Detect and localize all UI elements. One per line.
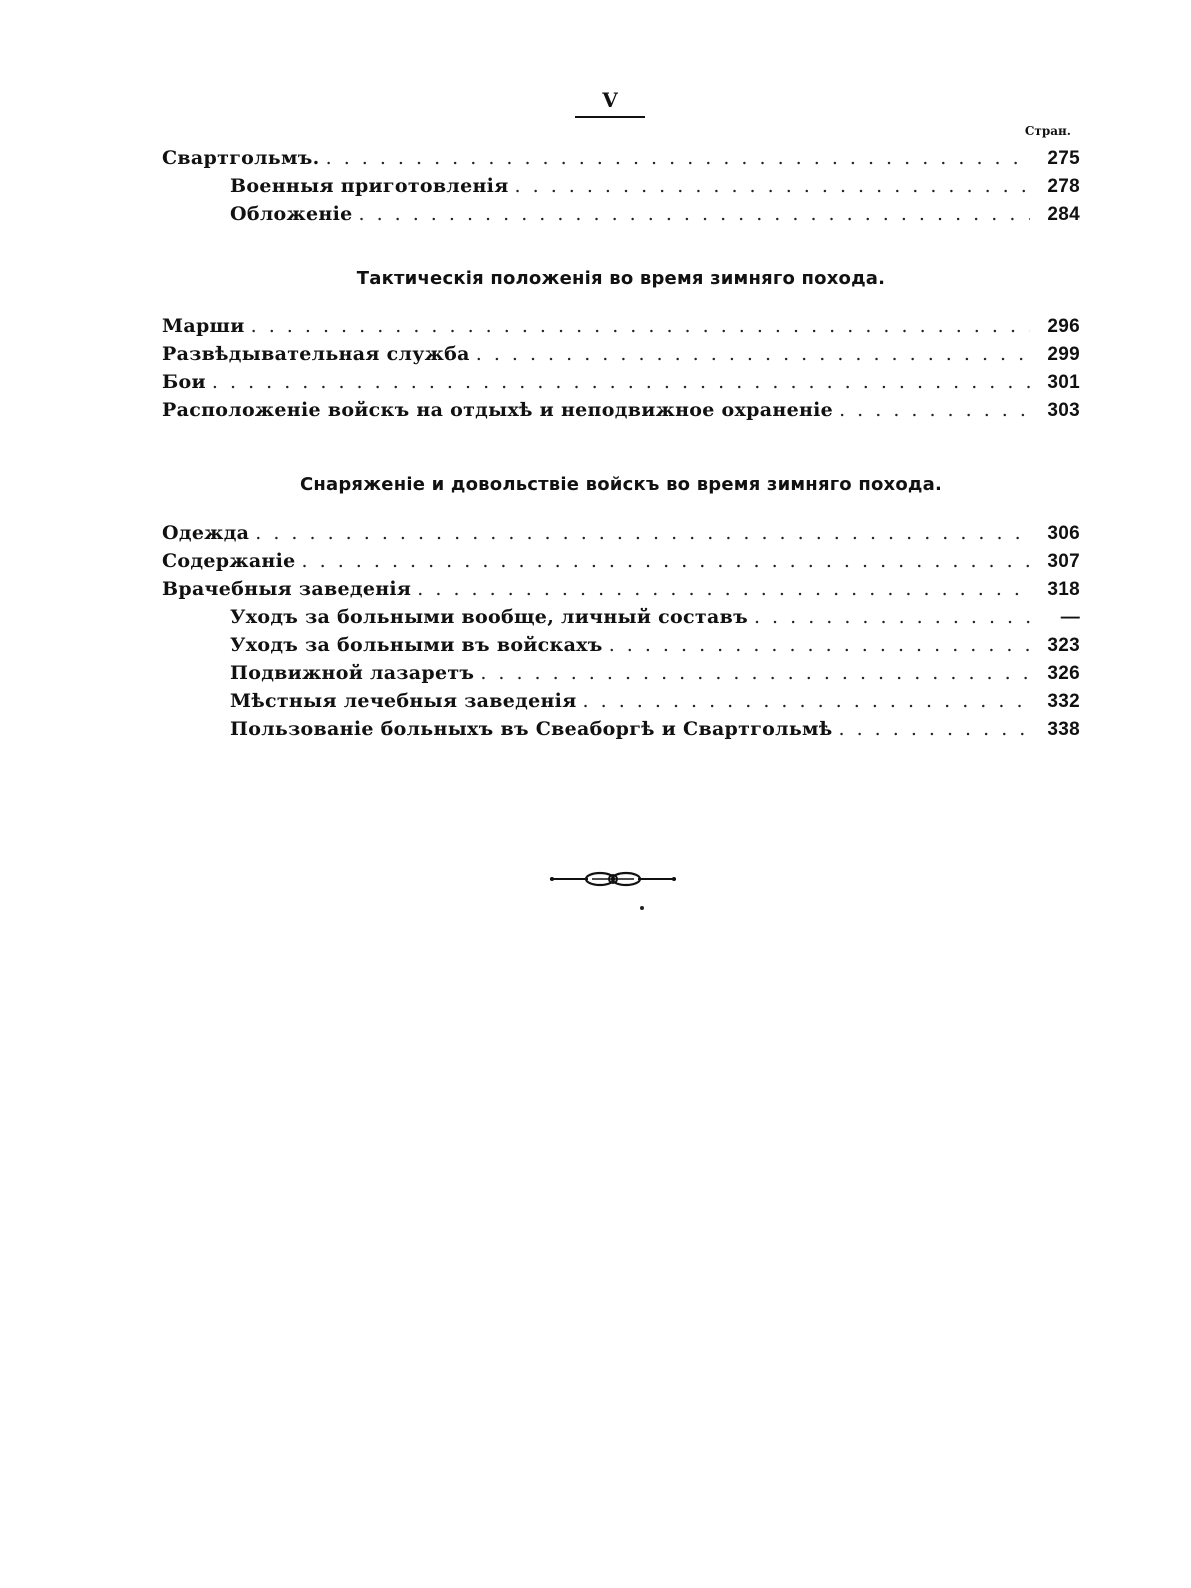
toc-entry-page: 278 [1047, 176, 1080, 197]
toc-entry-page: 326 [1047, 663, 1080, 684]
toc-entry-page: 332 [1047, 691, 1080, 712]
toc-entry-page: 299 [1047, 344, 1080, 365]
toc-entry-label: Марши [162, 315, 245, 337]
dot-leader [358, 200, 1030, 228]
toc-group-2 [162, 312, 1080, 424]
toc-entry[interactable] [162, 715, 1080, 743]
dot-leader [302, 547, 1030, 575]
toc-entry-label: Уходъ за больными вообще, личный составъ [230, 606, 748, 628]
dot-leader [480, 659, 1030, 687]
toc-entry[interactable] [162, 340, 1080, 368]
toc-entry-label: Подвижной лазаретъ [230, 662, 475, 684]
toc-entry[interactable] [162, 368, 1080, 396]
dot-leader [839, 715, 1031, 743]
dot-leader [839, 396, 1030, 424]
dot-leader [417, 575, 1030, 603]
page-number-rule [575, 116, 645, 118]
toc-entry-page: 303 [1047, 400, 1080, 421]
page-column-header: Стран. [1024, 124, 1071, 138]
dot-leader [326, 144, 1030, 172]
toc-entry[interactable] [162, 659, 1080, 687]
toc-entry[interactable] [162, 519, 1080, 547]
toc-entry-label: Содержаніе [162, 550, 296, 572]
toc-entry-page: 284 [1047, 204, 1080, 225]
toc-entry[interactable] [162, 144, 1080, 172]
toc-entry-label: Военныя приготовленія [230, 175, 509, 197]
toc-entry-label: Свартгольмъ. [162, 147, 320, 169]
toc-entry-page: 318 [1047, 579, 1080, 600]
toc-group-3 [162, 519, 1080, 743]
toc-entry-label: Расположеніе войскъ на отдыхѣ и неподвижное охраненіе [162, 399, 834, 421]
dot-leader [609, 631, 1030, 659]
section-heading-tactics: Тактическія положенія во время зимняго похода. [356, 268, 886, 289]
toc-entry-page: 275 [1047, 148, 1080, 169]
toc-entry[interactable] [162, 603, 1080, 631]
toc-entry-label: Развѣдывательная служба [162, 343, 470, 365]
scroll-ornament-icon [548, 864, 678, 894]
toc-entry[interactable] [162, 172, 1080, 200]
toc-entry[interactable] [162, 687, 1080, 715]
toc-entry-page: 338 [1047, 719, 1080, 740]
dot-leader [251, 312, 1030, 340]
toc-entry-label: Мѣстныя лечебныя заведенія [230, 690, 577, 712]
toc-entry[interactable] [162, 631, 1080, 659]
dot-leader [212, 368, 1030, 396]
toc-entry-label: Бои [162, 371, 206, 393]
toc-entry-label: Пользованіе больныхъ въ Свеаборгѣ и Свартгольмѣ [230, 718, 833, 740]
toc-entry[interactable] [162, 200, 1080, 228]
toc-entry[interactable] [162, 547, 1080, 575]
toc-entry-page: 306 [1047, 523, 1080, 544]
dot-leader [754, 603, 1030, 631]
dot-leader [255, 519, 1030, 547]
toc-entry-label: Одежда [162, 522, 250, 544]
dot-leader [515, 172, 1030, 200]
dot-leader [583, 687, 1030, 715]
toc-entry-page: — [1060, 607, 1080, 628]
toc-entry-label: Врачебныя заведенія [162, 578, 412, 600]
page-number: V [602, 88, 618, 112]
toc-entry-page: 296 [1047, 316, 1080, 337]
toc-entry-label: Обложеніе [230, 203, 353, 225]
toc-entry-page: 307 [1047, 551, 1080, 572]
toc-entry[interactable] [162, 396, 1080, 424]
toc-group-1 [162, 144, 1080, 228]
toc-entry[interactable] [162, 312, 1080, 340]
toc-entry-label: Уходъ за больными въ войскахъ [230, 634, 603, 656]
dot-leader [476, 340, 1030, 368]
toc-entry-page: 301 [1047, 372, 1080, 393]
toc-entry[interactable] [162, 575, 1080, 603]
ink-speck [640, 906, 644, 910]
toc-entry-page: 323 [1047, 635, 1080, 656]
section-heading-equipment: Снаряженіе и довольствіе войскъ во время зимняго похода. [299, 474, 943, 495]
